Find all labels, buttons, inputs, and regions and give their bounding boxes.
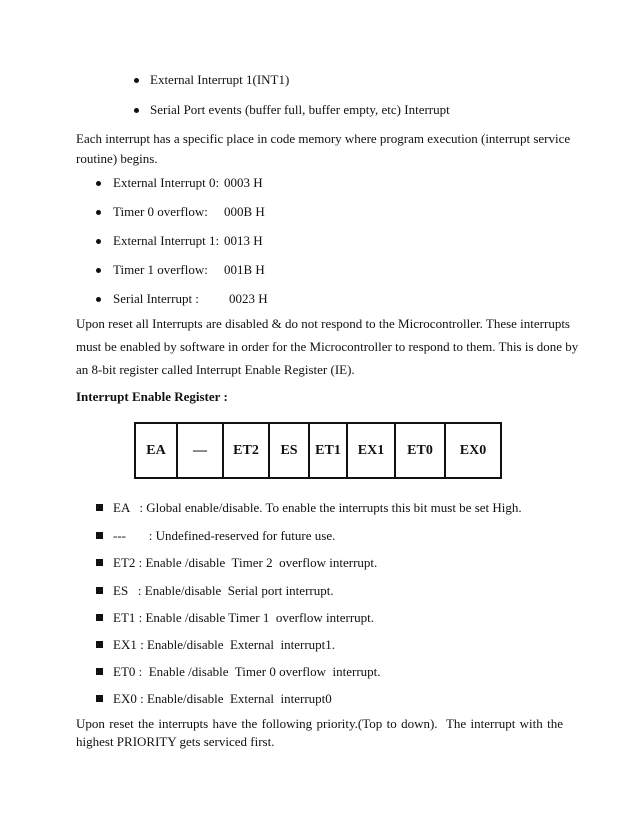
bit-description: --- : Undefined-reserved for future use. <box>113 528 336 543</box>
vector-address: 0023 H <box>229 291 268 306</box>
top-bullet-item: External Interrupt 1(INT1) <box>150 72 290 87</box>
top-bullet-item: Serial Port events (buffer full, buffer empty, etc) Interrupt <box>150 102 450 117</box>
vector-address: 0013 H <box>224 233 263 248</box>
bullet-dot-icon <box>96 268 101 273</box>
section-heading: Interrupt Enable Register : <box>76 389 228 404</box>
register-bit-cell: — <box>178 424 224 477</box>
square-bullet-icon <box>96 504 103 511</box>
paragraph-line: an 8-bit register called Interrupt Enable Register (IE). <box>76 362 355 377</box>
register-bit-cell: ES <box>270 424 310 477</box>
bit-description: ET2 : Enable /disable Timer 2 overflow interrupt. <box>113 555 378 570</box>
bullet-dot-icon <box>96 297 101 302</box>
bit-description: ET1 : Enable /disable Timer 1 overflow interrupt. <box>113 610 375 625</box>
square-bullet-icon <box>96 641 103 648</box>
bullet-dot-icon <box>96 239 101 244</box>
interrupt-enable-register-table <box>134 422 502 479</box>
paragraph-line: Each interrupt has a specific place in code memory where program execution (interrupt service <box>76 131 571 146</box>
paragraph-line: highest PRIORITY gets serviced first. <box>76 734 275 749</box>
register-bit-cell: ET0 <box>396 424 446 477</box>
square-bullet-icon <box>96 587 103 594</box>
paragraph-line: Upon reset all Interrupts are disabled & do not respond to the Microcontroller. These interrupts <box>76 316 570 331</box>
paragraph-line: must be enabled by software in order for the Microcontroller to respond to them. This is done by <box>76 339 579 354</box>
register-bit-cell: EA <box>136 424 178 477</box>
vector-name: External Interrupt 0: <box>113 175 220 190</box>
bit-description: EX1 : Enable/disable External interrupt1. <box>113 637 336 652</box>
vector-name: Timer 1 overflow: <box>113 262 208 277</box>
paragraph-line: routine) begins. <box>76 151 158 166</box>
paragraph-line: Upon reset the interrupts have the following priority.(Top to down). The interrupt with the <box>76 716 563 731</box>
bullet-dot-icon <box>96 181 101 186</box>
vector-name: Timer 0 overflow: <box>113 204 208 219</box>
vector-address: 0003 H <box>224 175 263 190</box>
vector-name: External Interrupt 1: <box>113 233 220 248</box>
bit-description: EX0 : Enable/disable External interrupt0 <box>113 691 332 706</box>
register-bit-cell: ET1 <box>310 424 348 477</box>
bit-description: ES : Enable/disable Serial port interrupt. <box>113 583 334 598</box>
bit-description: EA : Global enable/disable. To enable the interrupts this bit must be set High. <box>113 500 522 515</box>
bit-description: ET0 : Enable /disable Timer 0 overflow interrupt. <box>113 664 381 679</box>
square-bullet-icon <box>96 532 103 539</box>
register-bit-cell: EX1 <box>348 424 396 477</box>
vector-address: 000B H <box>224 204 265 219</box>
square-bullet-icon <box>96 614 103 621</box>
square-bullet-icon <box>96 559 103 566</box>
bullet-dot-icon <box>134 78 139 83</box>
vector-name: Serial Interrupt : <box>113 291 199 306</box>
vector-address: 001B H <box>224 262 265 277</box>
register-bit-cell: EX0 <box>459 442 487 458</box>
square-bullet-icon <box>96 668 103 675</box>
square-bullet-icon <box>96 695 103 702</box>
bullet-dot-icon <box>134 108 139 113</box>
register-bit-cell: ET2 <box>224 424 270 477</box>
bullet-dot-icon <box>96 210 101 215</box>
